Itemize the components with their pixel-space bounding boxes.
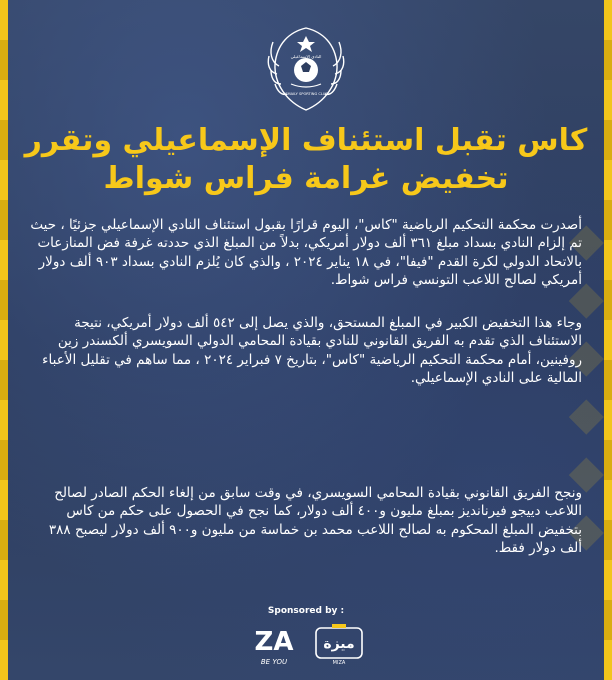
- za-logo-text: ZA: [254, 627, 294, 657]
- club-crest-logo: [265, 24, 347, 114]
- za-sponsor-logo: [253, 620, 295, 668]
- paragraph-2: وجاء هذا التخفيض الكبير في المبلغ المستحق، والذي يصل إلى ٥٤٢ ألف دولار أمريكي، نتيجة الاستئناف الذي تقدم به الفريق القانوني للنادي بقيادة المحامي الدولي السويسري ألكسندر زين روفينين، أمام محكمة التحكيم الرياضية "كاس"، بتاريخ ٧ فبراير ٢٠٢٤ ، مما ساهم في تقليل الأعباء المالية على النادي الإسماعيلي.: [42, 315, 582, 386]
- headline-line-2: تخفيض غرامة فراس شواط: [103, 161, 509, 196]
- miza-tagline: MIZA: [332, 660, 346, 666]
- background-decoration: ◆ ◆ ◆ ◆ ◆ ◆: [568, 212, 604, 556]
- miza-sponsor-logo: [312, 622, 366, 666]
- headline: [20, 122, 592, 198]
- paragraph-3: ونجح الفريق القانوني بقيادة المحامي السويسري، في وقت سابق من إلغاء الحكم الصادر لصالح اللاعب دييجو فيرنانديز بمبلغ مليون و٤٠٠ ألف دولار، كما نجح في الحصول على حكم من كاس بتخفيض المبلغ المحكوم به لصالح اللاعب محمد بن خماسة من مليون و٩٠٠ ألف دولار ليصبح ٣٨٨ ألف دولار فقط.: [48, 485, 582, 556]
- sponsored-by-label: Sponsored by :: [267, 606, 345, 616]
- crest-english-text: ISMAILY SPORTING CLUB: [284, 92, 328, 96]
- za-tagline: BE YOU: [260, 658, 288, 666]
- crest-arabic-text: النادي الإسماعيلي: [290, 54, 322, 59]
- headline-line-1: كاس تقبل استئناف الإسماعيلي وتقرر: [24, 123, 588, 158]
- miza-logo-text: ميزة: [323, 636, 355, 652]
- paragraph-1: أصدرت محكمة التحكيم الرياضية "كاس"، اليوم قرارًا بقبول استئناف النادي الإسماعيلي جزئيًا ، حيث تم إلزام النادي بسداد مبلغ ٣٦١ ألف دولار أمريكي، بدلاً من المبلغ الذي حددته غرفة فض المنازعات بالاتحاد الدولي لكرة القدم "فيفا"، في ١٨ يناير ٢٠٢٤ ، والذي كان يُلزم النادي بسداد ٩٠٣ ألف دولار أمريكي لصالح اللاعب التونسي فراس شواط.: [30, 217, 582, 288]
- right-yellow-stripe: [604, 0, 612, 680]
- left-yellow-stripe: [0, 0, 8, 680]
